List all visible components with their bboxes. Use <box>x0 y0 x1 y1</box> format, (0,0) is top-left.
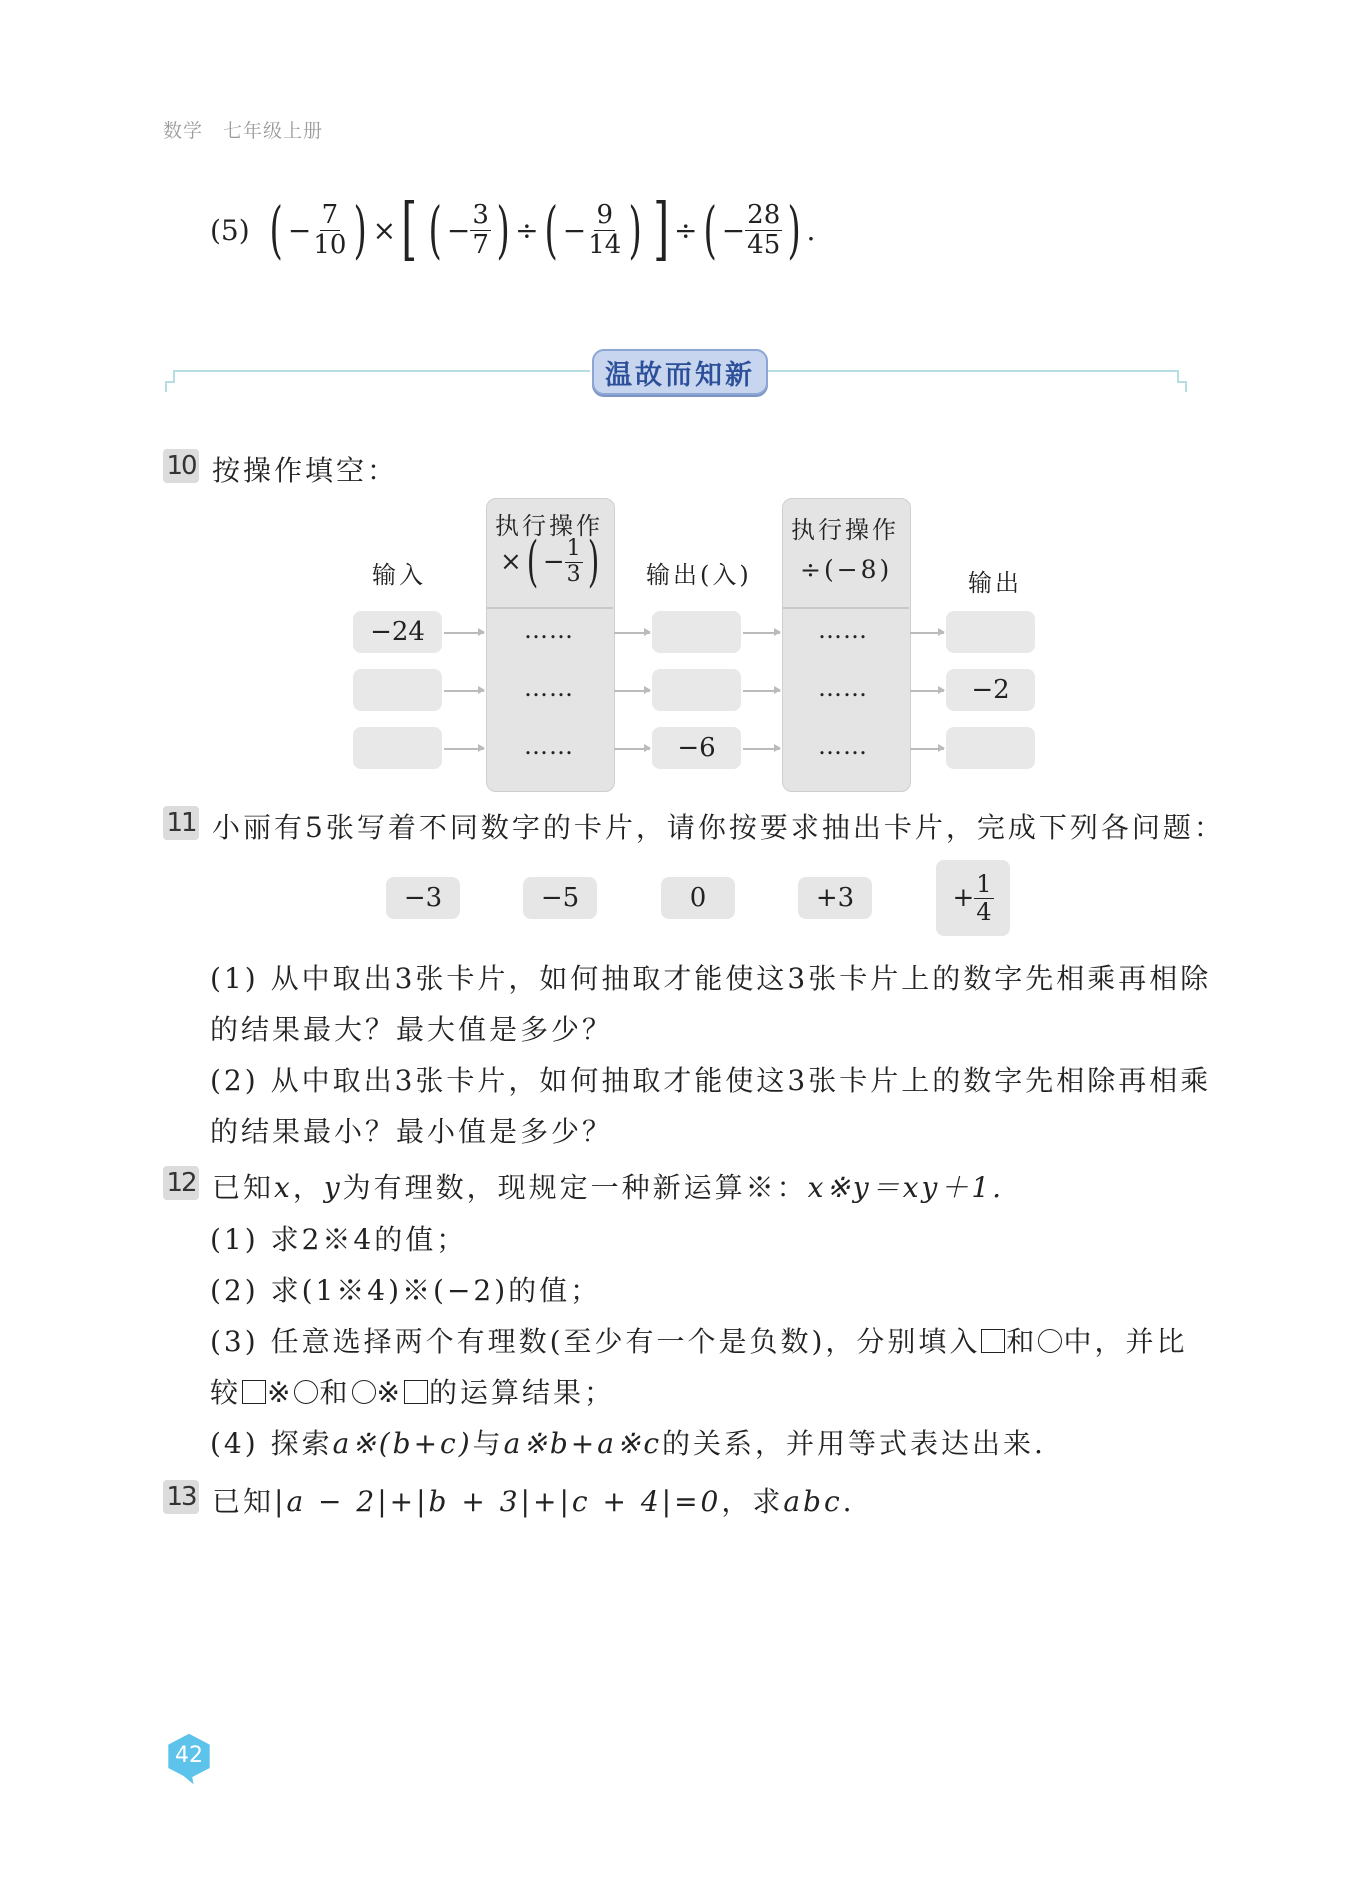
fraction-3: $\frac{9}{14}$ <box>588 199 622 260</box>
sign: − <box>721 213 746 247</box>
q12-text: 已知x，y为有理数，现规定一种新运算※：x※y＝xy＋1. <box>212 1171 1005 1204</box>
q10-text: 按操作填空： <box>212 454 399 487</box>
dots: …… <box>818 616 868 644</box>
dots: …… <box>818 674 868 702</box>
input-cell-2 <box>353 669 442 711</box>
header-subject: 数学 <box>163 120 204 142</box>
square-icon <box>242 1380 266 1404</box>
arrow-icon <box>614 748 650 750</box>
output-cell-1 <box>946 611 1035 653</box>
circle-icon <box>294 1380 318 1404</box>
header-grade: 七年级上册 <box>223 120 324 142</box>
divide-sign: ÷ <box>674 213 698 247</box>
section-divider-left <box>185 370 590 372</box>
fraction-1: $\frac{7}{10}$ <box>313 199 347 260</box>
page-header <box>163 116 343 143</box>
divide-sign: ÷ <box>515 213 539 247</box>
dots: …… <box>524 674 574 702</box>
card-3: 0 <box>661 877 735 919</box>
section-title: 温故而知新 <box>592 349 768 395</box>
arrow-icon <box>614 632 650 634</box>
circle-icon <box>1038 1329 1062 1353</box>
q11-part2-line2: 的结果最小？最小值是多少？ <box>210 1115 614 1148</box>
question-number-12: 12 <box>163 1166 199 1200</box>
middle-label: 输出(入) <box>646 561 752 589</box>
op2-label: 执行操作 <box>791 516 899 544</box>
q11-part1-line1: (1) 从中取出3张卡片，如何抽取才能使这3张卡片上的数字先相乘再相除 <box>210 962 1212 995</box>
arrow-icon <box>743 748 780 750</box>
sign: − <box>446 213 471 247</box>
arrow-icon <box>910 632 944 634</box>
section-divider-right <box>766 370 1166 372</box>
divider-ornament-left-icon <box>164 370 188 394</box>
question-number-10: 10 <box>163 449 199 483</box>
dots: …… <box>524 732 574 760</box>
q13-text: 已知|a − 2|+|b + 3|+|c + 4|=0，求abc. <box>212 1485 855 1518</box>
question-number-13: 13 <box>163 1480 199 1514</box>
q12-part3-line1: (3) 任意选择两个有理数(至少有一个是负数)，分别填入 和 中，并比 <box>210 1325 1188 1358</box>
arrow-icon <box>444 748 484 750</box>
fraction-4: $\frac{28}{45}$ <box>747 199 781 260</box>
arrow-icon <box>743 690 780 692</box>
middle-cell-1 <box>652 611 741 653</box>
output-label: 输出 <box>968 569 1022 597</box>
output-cell-3 <box>946 727 1035 769</box>
q11-part1-line2: 的结果最大？最大值是多少？ <box>210 1013 614 1046</box>
arrow-icon <box>910 748 944 750</box>
dots: …… <box>818 732 868 760</box>
input-label: 输入 <box>372 561 426 589</box>
arrow-icon <box>743 632 780 634</box>
q11-text: 小丽有5张写着不同数字的卡片，请你按要求抽出卡片，完成下列各问题： <box>212 811 1225 844</box>
q12-part4: (4) 探索a※(b+c)与a※b+a※c的关系，并用等式表达出来. <box>210 1427 1046 1460</box>
divider-ornament-right-icon <box>1164 370 1188 394</box>
arrow-icon <box>910 690 944 692</box>
fraction-2: $\frac{3}{7}$ <box>472 199 489 260</box>
question-number-11: 11 <box>163 806 199 840</box>
page-number: 42 <box>175 1743 203 1768</box>
card-2: −5 <box>523 877 597 919</box>
arrow-icon <box>444 690 484 692</box>
card-5: + $\frac{1}{4}$ <box>936 860 1010 936</box>
middle-cell-3: −6 <box>652 727 741 769</box>
op2-expression: ÷(−8) <box>800 555 893 584</box>
input-cell-3 <box>353 727 442 769</box>
q12-part1: (1) 求2※4的值； <box>210 1223 468 1256</box>
dots: …… <box>524 616 574 644</box>
square-icon <box>981 1329 1005 1353</box>
circle-icon <box>352 1380 376 1404</box>
sign: − <box>562 213 587 247</box>
sign: − <box>287 213 312 247</box>
card-4: +3 <box>798 877 872 919</box>
arrow-icon <box>444 632 484 634</box>
q12-part3-line2: 较 ※ 和 ※ 的运算结果； <box>210 1376 615 1409</box>
op1-expression: × ( − $\frac{1}{3}$ ) <box>500 530 600 593</box>
op1-label: 执行操作 <box>495 512 603 540</box>
square-icon <box>404 1380 428 1404</box>
q12-part2: (2) 求(1※4)※(−2)的值； <box>210 1274 602 1307</box>
arrow-icon <box>614 690 650 692</box>
times-sign: × <box>372 213 397 247</box>
q11-part2-line1: (2) 从中取出3张卡片，如何抽取才能使这3张卡片上的数字先相除再相乘 <box>210 1064 1212 1097</box>
card-1: −3 <box>386 877 460 919</box>
middle-cell-2 <box>652 669 741 711</box>
input-cell-1: −24 <box>353 611 442 653</box>
problem-5-label: (5) <box>210 213 250 247</box>
problem-5-expression: (5) ( − $\frac{7}{10}$ ) × [ ( − $\frac{3}{7}$ ) ÷ ( − $\frac{9}{14}$ ) ] ÷ ( − $\frac{28}{45}$ ) . <box>210 190 816 269</box>
output-cell-2: −2 <box>946 669 1035 711</box>
